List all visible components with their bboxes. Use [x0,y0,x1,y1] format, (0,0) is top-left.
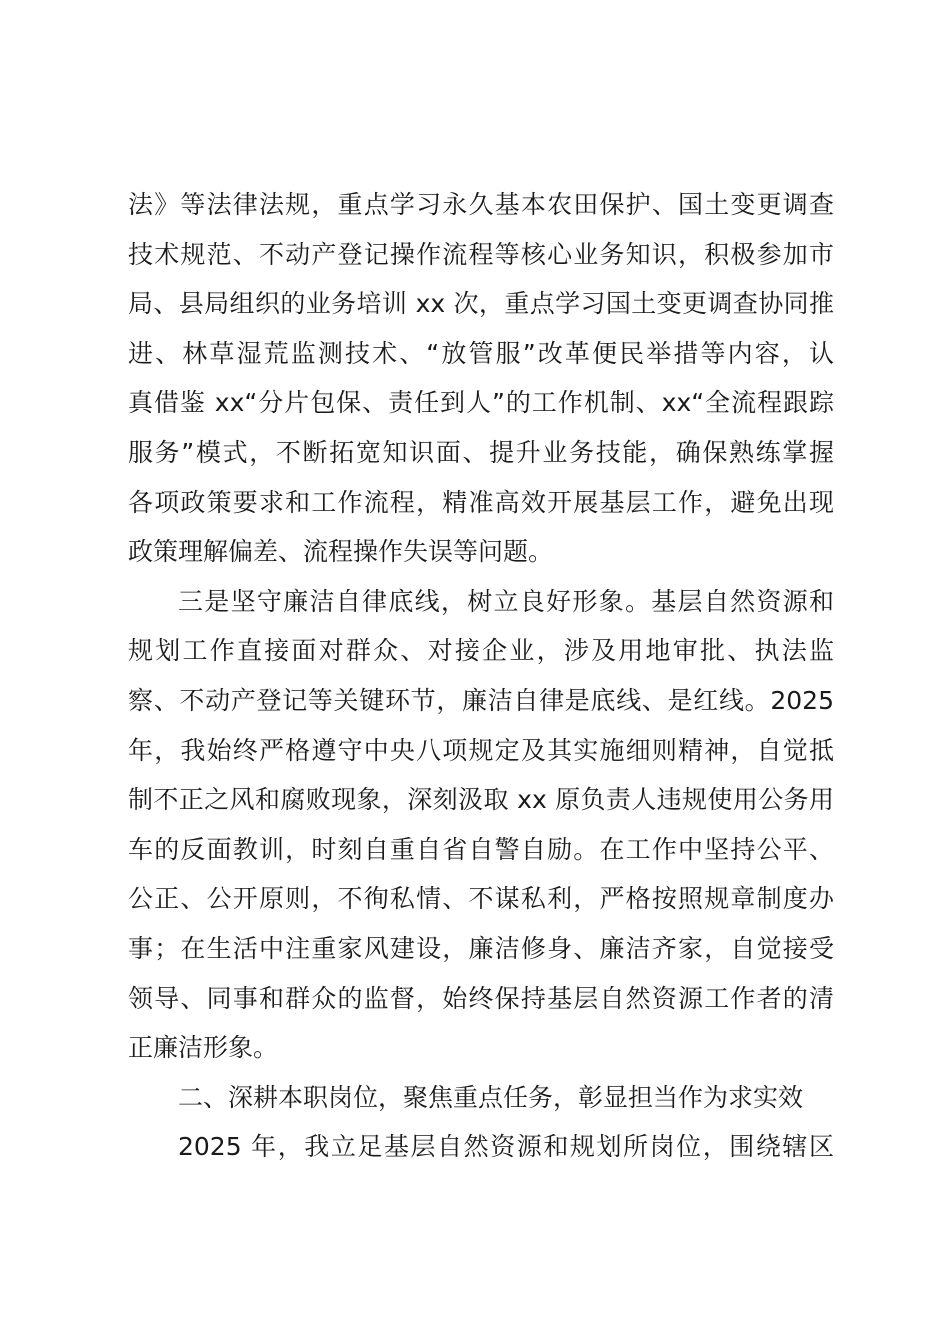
paragraph-integrity [128,577,834,1073]
text-line: 局、县局组织的业务培训 xx 次，重点学习国土变更调查协同推 [128,289,834,319]
text-line: 政策理解偏差、流程操作失误等问题。 [128,537,554,567]
paragraph-2025-work [128,1122,834,1172]
text-line: 三是坚守廉洁自律底线，树立良好形象。基层自然资源和 [178,586,834,616]
text-line: 正廉洁形象。 [128,1033,279,1063]
text-line: 事；在生活中注重家风建设，廉洁修身、廉洁齐家，自觉接受 [128,933,834,963]
text-line: 察、不动产登记等关键环节，廉洁自律是底线、是红线。2025 [128,685,834,715]
text-line: 制不正之风和腐败现象，深刻汲取 xx 原负责人违规使用公务用 [128,785,834,815]
text-line: 进、林草湿荒监测技术、“放管服”改革便民举措等内容，认 [128,338,834,368]
text-line: 领导、同事和群众的监督，始终保持基层自然资源工作者的清 [128,983,834,1013]
text-line: 服务”模式，不断拓宽知识面、提升业务技能，确保熟练掌握 [128,437,834,467]
text-line: 法》等法律法规，重点学习永久基本农田保护、国土变更调查 [128,190,834,219]
text-line: 规划工作直接面对群众、对接企业，涉及用地审批、执法监 [128,636,834,666]
paragraph-study-laws [128,180,834,577]
text-line: 公正、公开原则，不徇私情、不谋私利，严格按照规章制度办 [128,884,834,914]
section-heading-text: 二、深耕本职岗位，聚焦重点任务，彰显担当作为求实效 [178,1082,804,1112]
text-line: 真借鉴 xx“分片包保、责任到人”的工作机制、xx“全流程跟踪 [128,388,834,418]
section-heading [128,1073,834,1123]
text-line: 2025 年，我立足基层自然资源和规划所岗位，围绕辖区 [178,1132,834,1162]
text-line: 年，我始终严格遵守中央八项规定及其实施细则精神，自觉抵 [128,735,834,765]
text-line: 车的反面教训，时刻自重自省自警自励。在工作中坚持公平、 [128,834,834,864]
document-body [128,180,834,1172]
text-line: 技术规范、不动产登记操作流程等核心业务知识，积极参加市 [128,239,834,269]
text-line: 各项政策要求和工作流程，精准高效开展基层工作，避免出现 [128,487,834,517]
